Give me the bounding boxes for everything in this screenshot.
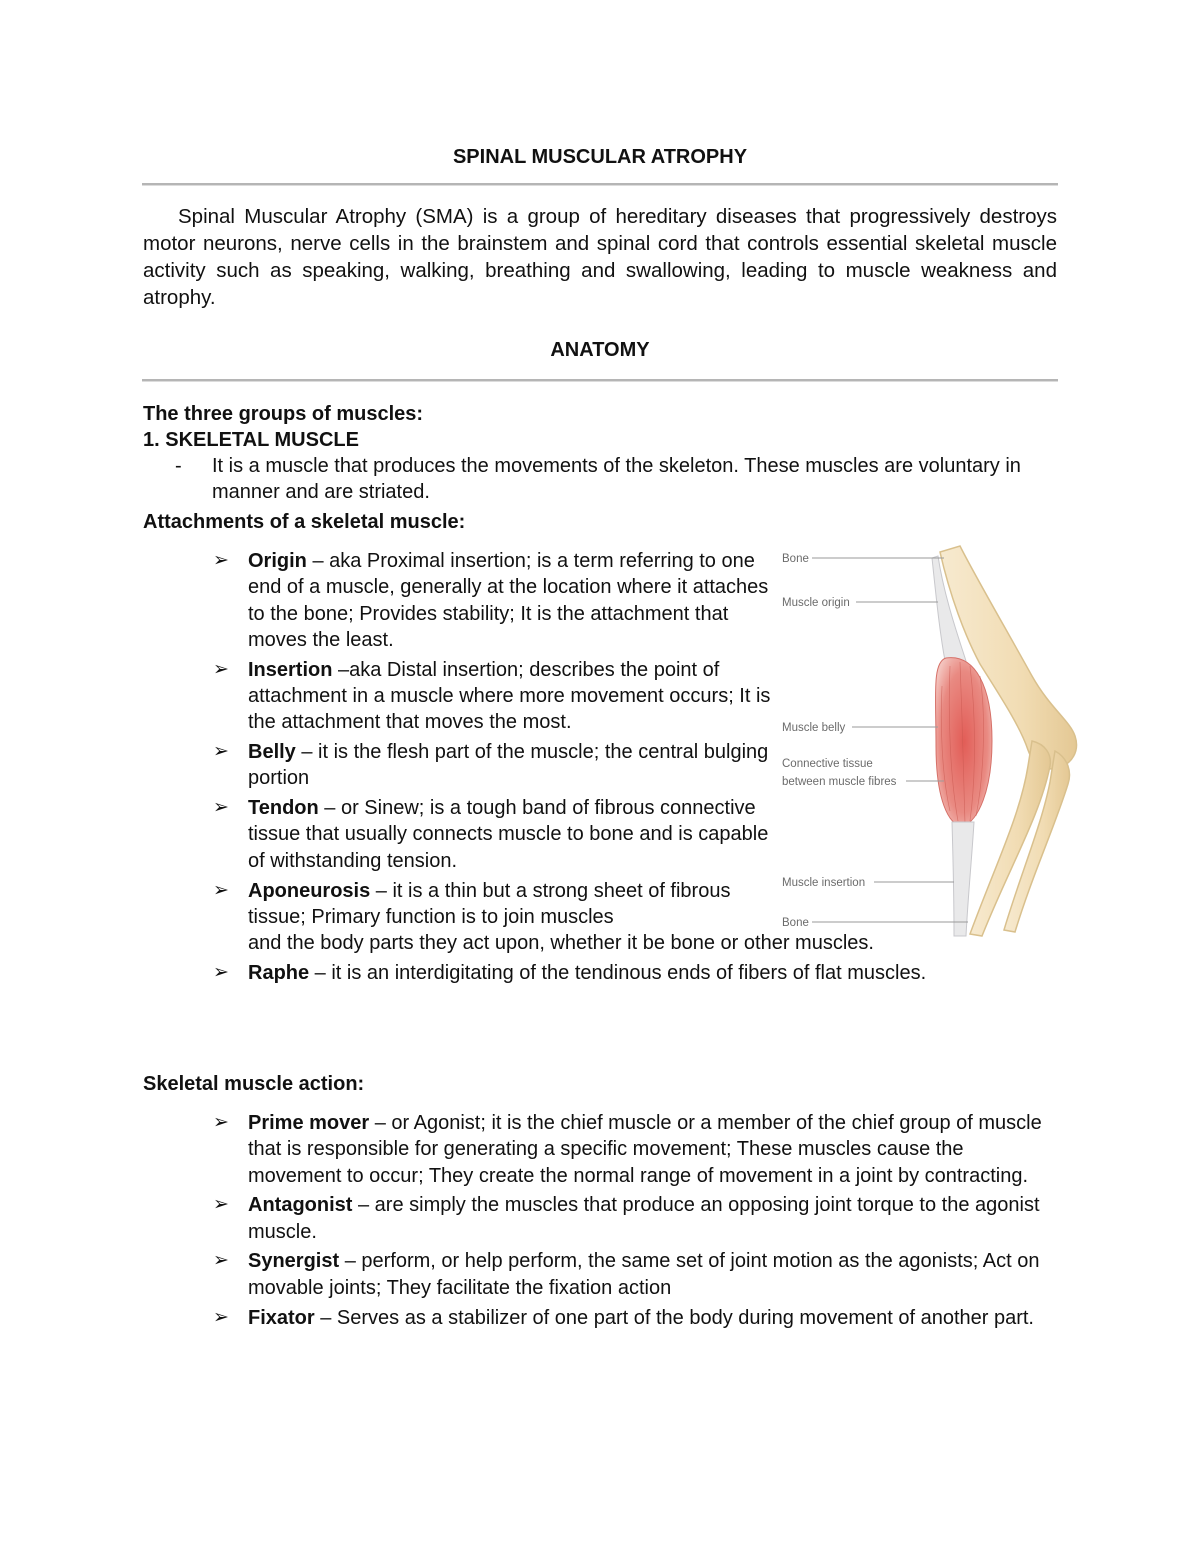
arrow-bullet-icon: ➢ [213,1250,229,1272]
label-muscle-belly: Muscle belly [782,722,846,734]
groups-heading: The three groups of muscles: [143,403,424,425]
term: Synergist [248,1250,340,1273]
list-item [213,1192,1043,1245]
definition: – it is a thin but a strong sheet of fibrous tissue; Primary function is to join muscles [248,879,731,928]
anatomy-divider [142,379,1058,382]
arrow-bullet-icon: ➢ [213,1194,229,1216]
list-item [213,657,773,736]
list-item [213,960,1088,986]
list-item [213,795,773,874]
label-bone-top: Bone [782,553,809,565]
arrow-bullet-icon: ➢ [213,961,229,983]
label-bone-bottom: Bone [782,917,809,929]
attachments-heading: Attachments of a skeletal muscle: [143,511,466,533]
arrow-bullet-icon: ➢ [213,658,229,680]
arrow-bullet-icon: ➢ [213,879,229,901]
label-muscle-origin: Muscle origin [782,597,850,609]
term: Antagonist [248,1194,353,1217]
action-heading: Skeletal muscle action: [143,1073,365,1095]
term: Raphe [248,961,310,984]
definition: – or Agonist; it is the chief muscle or a member of the chief group of muscle that is responsible for generating a specific movement; These muscles cause the movement to occur; They create the normal range of movement in a joint by contracting. [248,1112,1042,1187]
term: Prime mover [248,1112,370,1134]
label-muscle-insertion: Muscle insertion [782,877,866,889]
term: Belly [248,741,296,764]
anatomy-title: ANATOMY [550,339,650,361]
skeletal-heading: 1. SKELETAL MUSCLE [143,429,359,451]
definition: – or Sinew; is a tough band of fibrous connective tissue that usually connects muscle to bone and is capable of withstanding tension. [248,797,769,872]
arrow-bullet-icon: ➢ [213,1112,229,1133]
insertion-tendon [952,822,974,936]
label-connective-tissue: Connective tissue [782,758,873,770]
term: Tendon [248,797,319,820]
term: Insertion [248,658,333,681]
definition: – are simply the muscles that produce an opposing joint torque to the agonist muscle. [248,1194,1040,1243]
definition: – aka Proximal insertion; is a term referring to one end of a muscle, generally at the location where it attaches to the bone; Provides stability; It is the attachment that moves the least. [248,550,769,651]
definition: – it is an interdigitating of the tendinous ends of fibers of flat muscles. [309,961,927,984]
definition: –aka Distal insertion; describes the point of attachment in a muscle where more movement occurs; It is the attachment that moves the most. [248,658,771,734]
title-divider [142,183,1058,186]
skeletal-description-text: It is a muscle that produces the movements of the skeleton. These muscles are voluntary in manner and are striated. [212,455,1021,503]
muscle-anatomy-figure [770,536,1090,946]
arrow-bullet-icon: ➢ [213,1306,229,1328]
label-connective-tissue-2: between muscle fibres [782,776,897,788]
intro-paragraph: Spinal Muscular Atrophy (SMA) is a group of hereditary diseases that progressively destroys motor neurons, nerve cells in the brainstem and spinal cord that controls essential skeletal muscle activity such as speaking, walking, breathing and swallowing, leading to muscle weakness and atrophy. [143,205,1057,309]
list-item [213,1110,1043,1189]
arrow-bullet-icon: ➢ [213,550,229,571]
definition: – perform, or help perform, the same set of joint motion as the agonists; Act on movable joints; They facilitate the fixation action [248,1250,1040,1299]
term: Origin [248,550,307,572]
definition: – it is the flesh part of the muscle; the central bulging portion [248,741,769,790]
definition: – Serves as a stabilizer of one part of the body during movement of another part. [314,1306,1034,1329]
actions-list [213,1110,1043,1334]
term: Aponeurosis [248,879,371,902]
arrow-bullet-icon: ➢ [213,797,229,819]
page-title: SPINAL MUSCULAR ATROPHY [452,146,748,168]
arrow-bullet-icon: ➢ [213,741,229,763]
dash-marker: - [175,455,182,477]
definition-continued: and the body parts they act upon, whether it be bone or other muscles. [248,932,874,955]
list-item [213,1248,1043,1301]
list-item [213,548,773,653]
list-item [213,1305,1043,1331]
term: Fixator [248,1306,315,1329]
list-item [213,739,773,792]
